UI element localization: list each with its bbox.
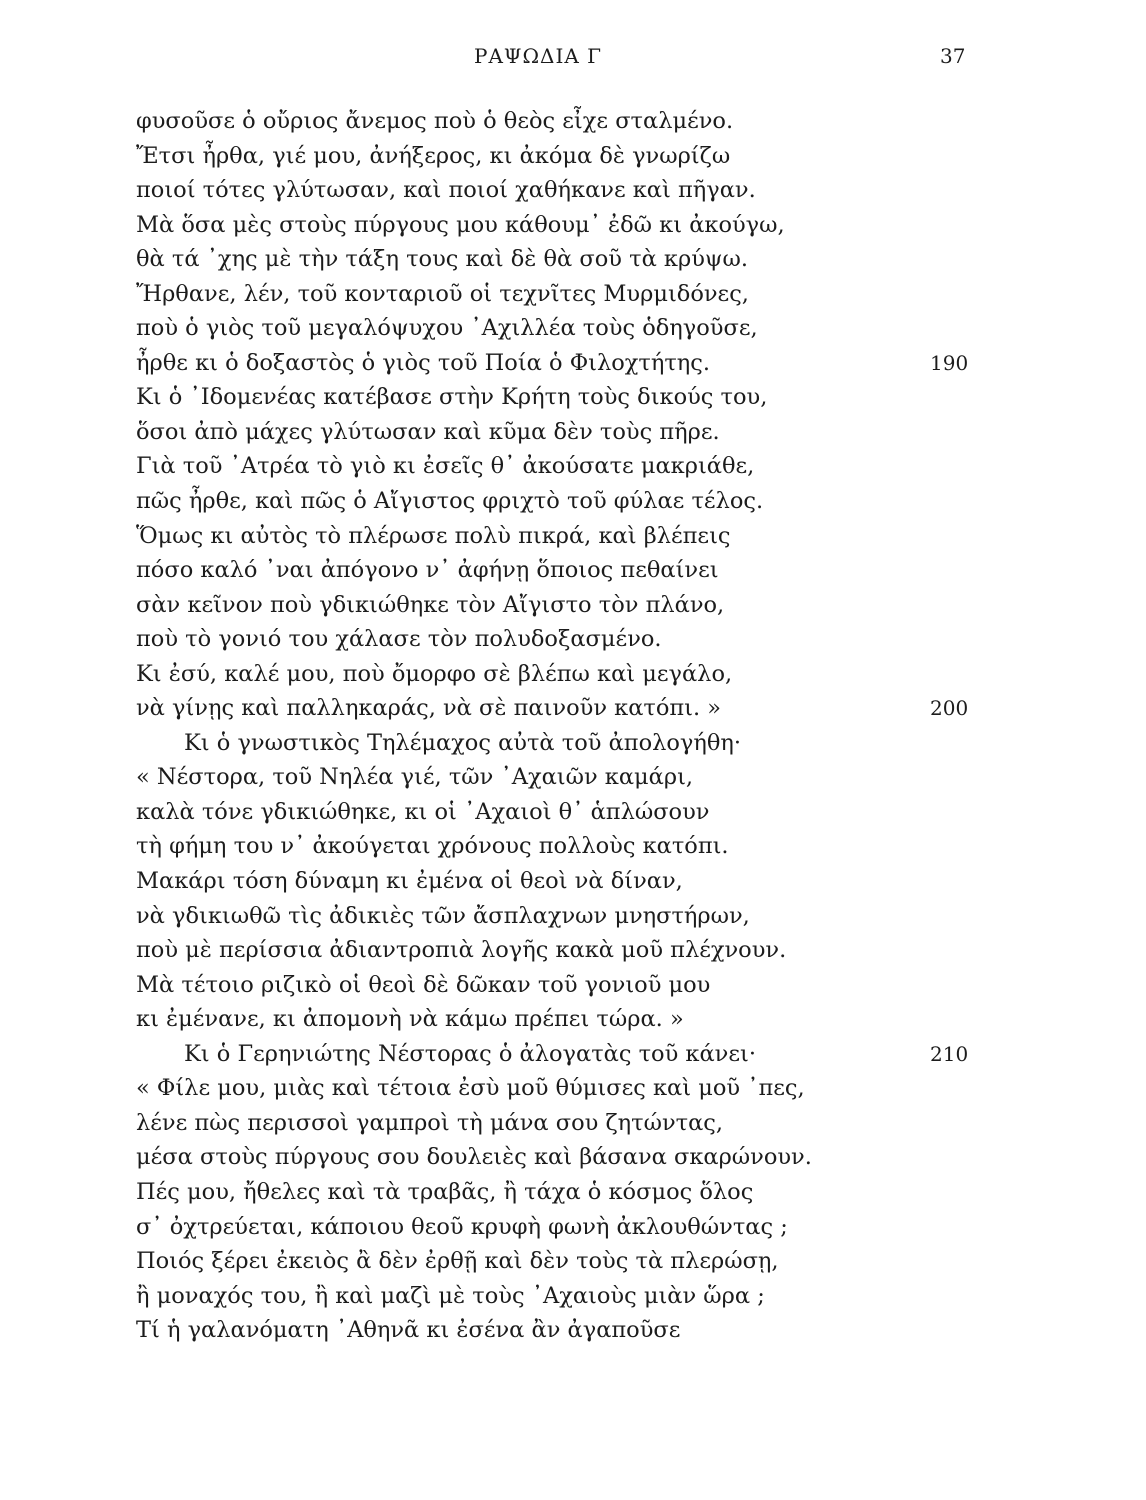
verse-text: Κι ὁ γνωστικὸς Τηλέμαχος αὐτὰ τοῦ ἀπολογήθη· xyxy=(184,729,742,756)
verse-text: πόσο καλό ᾽ναι ἀπόγονο ν᾽ ἀφήνῃ ὅποιος πεθαίνει xyxy=(136,557,719,584)
verse-line xyxy=(136,968,1016,1003)
verse-text: « Φίλε μου, μιὰς καὶ τέτοια ἐσὺ μοῦ θύμισες καὶ μοῦ ᾽πες, xyxy=(136,1075,805,1102)
page-number: 37 xyxy=(940,44,966,68)
verse-text: « Νέστορα, τοῦ Νηλέα γιέ, τῶν ᾽Αχαιῶν καμάρι, xyxy=(136,764,694,791)
verse-line xyxy=(136,449,1016,484)
verse-text: Κι ἐσύ, καλέ μου, ποὺ ὄμορφο σὲ βλέπω καὶ μεγάλο, xyxy=(136,660,733,687)
verse-text: ἦρθε κι ὁ δοξαστὸς ὁ γιὸς τοῦ Ποία ὁ Φιλοχτήτης. xyxy=(136,349,711,376)
verse-text: Κι ὁ ᾽Ιδομενέας κατέβασε στὴν Κρήτη τοὺς δικούς του, xyxy=(136,384,768,411)
verse-text: Γιὰ τοῦ ᾽Ατρέα τὸ γιὸ κι ἐσεῖς θ᾽ ἀκούσατε μακριάθε, xyxy=(136,453,755,480)
verse-line xyxy=(136,484,1016,519)
verse-line xyxy=(136,104,1016,139)
verse-line xyxy=(136,415,1016,450)
verse-text: Πές μου, ἤθελες καὶ τὰ τραβᾶς, ἢ τάχα ὁ κόσμος ὅλος xyxy=(136,1178,754,1205)
line-number: 190 xyxy=(930,350,969,375)
verse-line xyxy=(136,1210,1016,1245)
verse-line xyxy=(136,1313,1016,1348)
verse-text: φυσοῦσε ὁ οὔριος ἄνεμος ποὺ ὁ θεὸς εἶχε σταλμένο. xyxy=(136,108,734,134)
verse-line xyxy=(136,553,1016,588)
line-number: 210 xyxy=(930,1041,969,1066)
verse-line xyxy=(136,657,1016,692)
verse-text: κι ἐμένανε, κι ἀπομονὴ νὰ κάμω πρέπει τώρα. » xyxy=(136,1006,684,1033)
verse-line xyxy=(136,277,1016,312)
verse-text: σὰν κεῖνον ποὺ γδικιώθηκε τὸν Αἴγιστο τὸν πλάνο, xyxy=(136,591,725,618)
verse-line xyxy=(136,933,1016,968)
verse-line xyxy=(136,795,1016,830)
verse-text: ποιοί τότες γλύτωσαν, καὶ ποιοί χαθήκανε καὶ πῆγαν. xyxy=(136,177,756,204)
verse-text: Κι ὁ Γερηνιώτης Νέστορας ὁ ἀλογατὰς τοῦ κάνει· xyxy=(184,1040,756,1067)
verse-text: νὰ γδικιωθῶ τὶς ἀδικιὲς τῶν ἄσπλαχνων μνηστήρων, xyxy=(136,902,750,929)
verse-line xyxy=(136,1175,1016,1210)
verse-text: ποὺ ὁ γιὸς τοῦ μεγαλόψυχου ᾽Αχιλλέα τοὺς ὁδηγοῦσε, xyxy=(136,315,758,342)
verse-text: μέσα στοὺς πύργους σου δουλειὲς καὶ βάσανα σκαρώνουν. xyxy=(136,1144,812,1171)
verse-line xyxy=(136,864,1016,899)
verse-line xyxy=(136,311,1016,346)
verse-line xyxy=(136,380,1016,415)
verse-text: πῶς ἦρθε, καὶ πῶς ὁ Αἴγιστος φριχτὸ τοῦ φύλαε τέλος. xyxy=(136,488,764,515)
verse-line xyxy=(136,173,1016,208)
verse-line xyxy=(136,588,1016,623)
verse-text: Μὰ τέτοιο ριζικὸ οἱ θεοὶ δὲ δῶκαν τοῦ γονιοῦ μου xyxy=(136,971,711,998)
verse-line xyxy=(136,1279,1016,1314)
verse-text: Τί ἡ γαλανόματη ᾽Αθηνᾶ κι ἐσένα ἂν ἀγαποῦσε xyxy=(136,1317,681,1344)
verse-line xyxy=(136,208,1016,243)
verse-line xyxy=(136,1244,1016,1279)
verse-text: Μὰ ὅσα μὲς στοὺς πύργους μου κάθουμ᾽ ἐδῶ κι ἀκούγω, xyxy=(136,211,785,238)
verse-text: Ἔτσι ἦρθα, γιέ μου, ἀνήξερος, κι ἀκόμα δὲ γνωρίζω xyxy=(136,142,731,169)
verse-line xyxy=(136,1106,1016,1141)
verse-text: ποὺ τὸ γονιό του χάλασε τὸν πολυδοξασμένο. xyxy=(136,626,662,653)
verse-text: νὰ γίνῃς καὶ παλληκαράς, νὰ σὲ παινοῦν κατόπι. » xyxy=(136,695,722,722)
verse-text: καλὰ τόνε γδικιώθηκε, κι οἱ ᾽Αχαιοὶ θ᾽ ἁπλώσουν xyxy=(136,798,710,825)
verse-text: Ὅμως κι αὐτὸς τὸ πλέρωσε πολὺ πικρά, καὶ βλέπεις xyxy=(136,522,731,549)
verse-line xyxy=(136,1002,1016,1037)
verse-line xyxy=(136,1140,1016,1175)
verse-line xyxy=(136,691,1016,726)
verse-line xyxy=(136,1037,1016,1072)
verse-line xyxy=(136,622,1016,657)
verse-line xyxy=(136,899,1016,934)
verse-text: Ποιός ξέρει ἐκειὸς ἂ δὲν ἐρθῇ καὶ δὲν τοὺς τὰ πλερώσῃ, xyxy=(136,1248,779,1275)
verse-line xyxy=(136,760,1016,795)
verse-line xyxy=(136,829,1016,864)
verse-text: θὰ τά ᾽χης μὲ τὴν τάξη τους καὶ δὲ θὰ σοῦ τὰ κρύψω. xyxy=(136,246,749,273)
verse-line xyxy=(136,139,1016,174)
verse-text: ὅσοι ἀπὸ μάχες γλύτωσαν καὶ κῦμα δὲν τοὺς πῆρε. xyxy=(136,418,720,445)
verse-text: ἢ μοναχός του, ἢ καὶ μαζὶ μὲ τοὺς ᾽Αχαιοὺς μιὰν ὥρα ; xyxy=(136,1282,765,1309)
line-number: 200 xyxy=(930,696,969,721)
verse-line xyxy=(136,726,1016,761)
verse-text: σ᾽ ὀχτρεύεται, κάποιου θεοῦ κρυφὴ φωνὴ ἀκλουθώντας ; xyxy=(136,1213,788,1240)
verse-line xyxy=(136,346,1016,381)
verse-text: λένε πὼς περισσοὶ γαμπροὶ τὴ μάνα σου ζητώντας, xyxy=(136,1109,724,1136)
verse-block xyxy=(136,104,1016,1348)
verse-text: Ἤρθανε, λέν, τοῦ κονταριοῦ οἱ τεχνῖτες Μυρμιδόνες, xyxy=(136,280,749,307)
running-title: ΡΑΨΩΔΙΑ Γ xyxy=(474,44,603,68)
running-head xyxy=(0,44,1146,74)
verse-text: ποὺ μὲ περίσσια ἀδιαντροπιὰ λογῆς κακὰ μοῦ πλέχνουν. xyxy=(136,937,787,964)
verse-line xyxy=(136,242,1016,277)
verse-text: τὴ φήμη του ν᾽ ἀκούγεται χρόνους πολλοὺς κατόπι. xyxy=(136,833,729,860)
verse-text: Μακάρι τόση δύναμη κι ἐμένα οἱ θεοὶ νὰ δίναν, xyxy=(136,868,683,895)
verse-line xyxy=(136,1071,1016,1106)
verse-line xyxy=(136,519,1016,554)
